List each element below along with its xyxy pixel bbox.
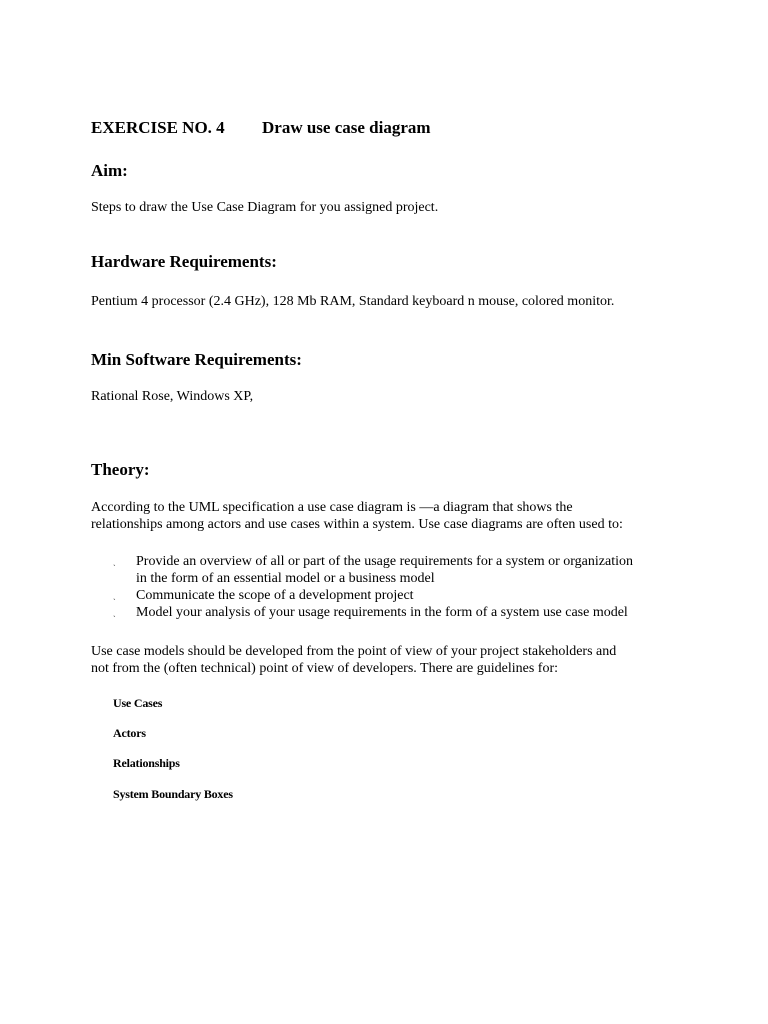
exercise-number: EXERCISE NO. 4 [91, 118, 225, 137]
bullet-text-line1: Communicate the scope of a development project [136, 588, 414, 603]
software-heading: Min Software Requirements: [91, 350, 302, 369]
theory-heading: Theory: [91, 460, 150, 479]
aim-heading: Aim: [91, 161, 128, 180]
guideline-item-use-cases: Use Cases [113, 696, 163, 710]
aim-text: Steps to draw the Use Case Diagram for you assigned project. [91, 200, 439, 215]
theory-intro-line1: According to the UML specification a use case diagram is —a diagram that shows the [91, 500, 573, 515]
theory-intro-line2: relationships among actors and use cases within a system. Use case diagrams are often used to: [91, 517, 623, 532]
usage-bullet-list [113, 553, 676, 621]
bullet-text-line2: in the form of an essential model or a business model [136, 571, 435, 586]
guideline-item-actors: Actors [113, 726, 146, 740]
hardware-heading: Hardware Requirements: [91, 252, 277, 271]
theory-para2-line1: Use case models should be developed from the point of view of your project stakeholders and [91, 644, 617, 659]
bullet-text-line1: Model your analysis of your usage requirements in the form of a system use case model [136, 605, 628, 620]
bullet-tick-icon: ˏ [113, 591, 116, 600]
hardware-text: Pentium 4 processor (2.4 GHz), 128 Mb RAM, Standard keyboard n mouse, colored monitor. [91, 294, 615, 309]
bullet-text-line1: Provide an overview of all or part of the usage requirements for a system or organization [136, 554, 633, 569]
bullet-item [113, 587, 676, 604]
theory-para2-line2: not from the (often technical) point of view of developers. There are guidelines for: [91, 661, 559, 676]
software-text: Rational Rose, Windows XP, [91, 389, 254, 404]
bullet-item [113, 553, 676, 587]
bullet-tick-icon: ˏ [113, 557, 116, 566]
exercise-title: Draw use case diagram [262, 118, 431, 137]
bullet-tick-icon: ˏ [113, 608, 116, 617]
bullet-item [113, 604, 676, 621]
guideline-item-relationships: Relationships [113, 756, 180, 770]
guideline-item-system-boundary-boxes: System Boundary Boxes [113, 787, 233, 801]
